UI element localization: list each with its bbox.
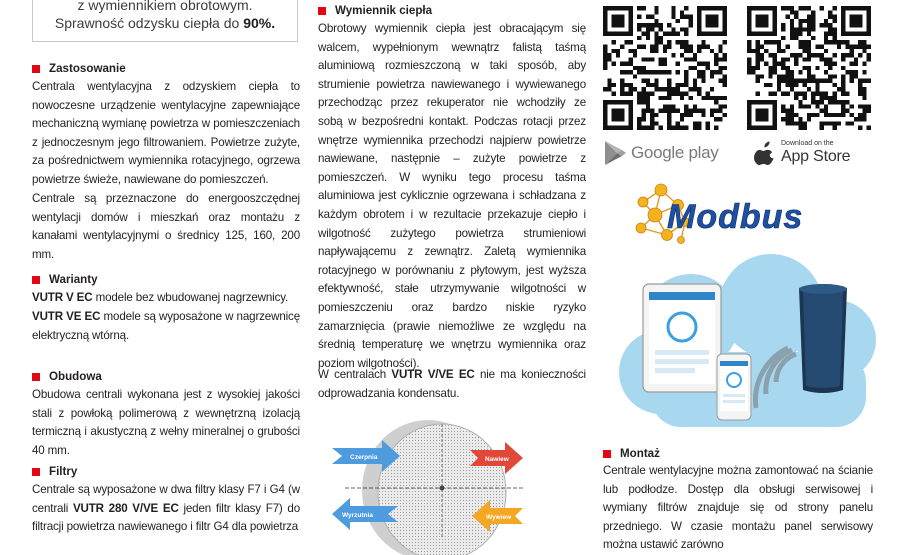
model-ve-ec: VUTR VE EC [32, 310, 101, 323]
google-play-badge[interactable] [603, 138, 729, 168]
heading-warianty [32, 272, 98, 288]
google-play-icon [603, 140, 627, 166]
app-store-badge[interactable] [755, 138, 875, 168]
hero-box [32, 0, 298, 42]
apple-icon [755, 141, 775, 165]
heading-filtry-text: Filtry [49, 465, 78, 478]
heading-montaz [603, 446, 660, 462]
wymiennik-text-a: W centralach [318, 368, 392, 381]
filtry-text-b: jeden filtr klasy F7) do filtracji powietrza nawiewanego i filtr G4 dla powietrza [32, 501, 300, 534]
heading-obudowa-text: Obudowa [49, 370, 102, 383]
phone-device [717, 354, 751, 420]
hero-line-1: z wymiennikiem obrotowym. [77, 0, 253, 13]
heading-obudowa [32, 369, 102, 385]
wymiennik-text-b: nie ma konieczności odprowadzania kondensatu. [318, 368, 586, 400]
filtry-paragraph [32, 481, 300, 537]
heading-montaz-text: Montaż [620, 447, 660, 460]
bullet-square-icon [318, 7, 326, 15]
smart-control-illustration [621, 262, 877, 432]
app-store-text [781, 140, 850, 166]
label-wyrzutnia: Wyrzutnia [342, 512, 373, 519]
hero-line-2 [55, 15, 275, 31]
hero-line-2-text: Sprawność odzysku ciepła do [54, 15, 244, 31]
label-czerpnia: Czerpnia [350, 454, 378, 461]
filtry-text-a: Centrale są wyposażone w dwa filtry klasy F7 i G4 (w centrali [32, 483, 300, 515]
model-v-ve-ec: VUTR V/VE EC [391, 368, 475, 381]
warianty-ve-ec [32, 308, 300, 345]
warianty-v-ec [32, 289, 300, 308]
wymiennik-paragraph-2 [318, 366, 586, 403]
model-280: VUTR 280 V/VE EC [72, 501, 179, 515]
bullet-square-icon [32, 276, 40, 284]
google-play-label: Google play [631, 143, 719, 162]
model-v-ec: VUTR V EC [32, 291, 93, 304]
bullet-square-icon [603, 450, 611, 458]
montaz-paragraph: Centrale wentylacyjne można zamontować na ścianie lub podłodze. Dostęp dla obsługi serwisowej i wymiany filtrów znajduje się od strony panelu przedniego. W czasie montażu panel serwisowy można ustawić zarówno [603, 464, 873, 552]
hero-efficiency: 90%. [243, 15, 276, 31]
heading-wymiennik-text: Wymiennik ciepła [335, 4, 433, 17]
model-v-ec-desc: modele bez wbudowanej nagrzewnicy. [92, 291, 289, 304]
rotary-exchanger-diagram [330, 412, 525, 537]
zastosowanie-paragraph-2: Centrale są przeznaczone do energooszczędnej wentylacji domów i mieszkań oraz montażu z kanałami wentylacyjnymi o średnicy 125, 160, 200 mm. [32, 192, 300, 261]
qr-code-google-play[interactable] [603, 6, 727, 130]
heading-zastosowanie-text: Zastosowanie [49, 62, 126, 75]
bullet-square-icon [32, 65, 40, 73]
modbus-wordmark: Modbus [667, 198, 804, 236]
zastosowanie-paragraph-1: Centrala wentylacyjna z odzyskiem ciepła to nowoczesne urządzenie wentylacyjne zapewniające mechaniczną wymianę powietrza w pomieszczeniach z jednoczesnym jego filtrowaniem. Powietrze zużyte, za pośrednictwem wymiennika rotacyjnego, ogrzewa powietrze świeże, nawiewane do pomieszczeń. [32, 80, 300, 186]
app-store-small: Download on the [781, 140, 834, 147]
heading-zastosowanie [32, 61, 126, 77]
label-nawiew: Nawiew [485, 456, 509, 463]
wheel-hub [440, 486, 445, 491]
modbus-logo [633, 180, 863, 250]
model-ve-ec-desc: modele są wyposażone w nagrzewnicę elektryczną wtórną. [32, 310, 300, 342]
wymiennik-paragraph-1: Obrotowy wymiennik ciepła jest obracającym się walcem, wypełnionym wewnątrz falistą taśmą aluminiową rozmieszczoną w taki sposób, aby strumienie powietrza nawiewanego i wywiewanego przechodząc przez rekuperator nie wchodziły ze sobą w bezpośredni kontakt. Podczas rotacji przez wnętrze wymiennika przechodzi najpierw powietrze nawiewane, następnie – zużyte powietrze z pomieszczeń. W wyniku tego procesu taśma aluminiowa jest cyklicznie ogrzewana i schładzana z każdym obrotem i w rezultacie przekazuje ciepło i wilgotność zużytego powietrza strumieniowi napływającemu z zewnątrz. Zaletą wymiennika rotacyjnego w porównaniu z płytowym, jest wyższa efektywność, stałe utrzymywanie wilgotności w pomieszczeniu oraz bardzo niskie ryzyko zamarznięcia (prawie niemożliwe ze względu na średnią temperaturę we wnętrzu wymiennika oraz poziom wilgotności). [318, 22, 586, 370]
qr-code-app-store[interactable] [747, 6, 871, 130]
router-device [799, 284, 847, 393]
heading-filtry [32, 464, 77, 480]
bullet-square-icon [32, 468, 40, 476]
heading-warianty-text: Warianty [49, 273, 98, 286]
bullet-square-icon [32, 373, 40, 381]
obudowa-paragraph: Obudowa centrali wykonana jest z wysokiej jakości stali z powłoką polimerową z wewnętrzną izolacją termiczną i akustyczną z wełny mineralnej o grubości 40 mm. [32, 388, 300, 457]
app-store-big: App Store [781, 148, 851, 165]
label-wywiew: Wywiew [486, 514, 512, 521]
heading-wymiennik [318, 3, 432, 19]
tablet-device [643, 284, 721, 392]
